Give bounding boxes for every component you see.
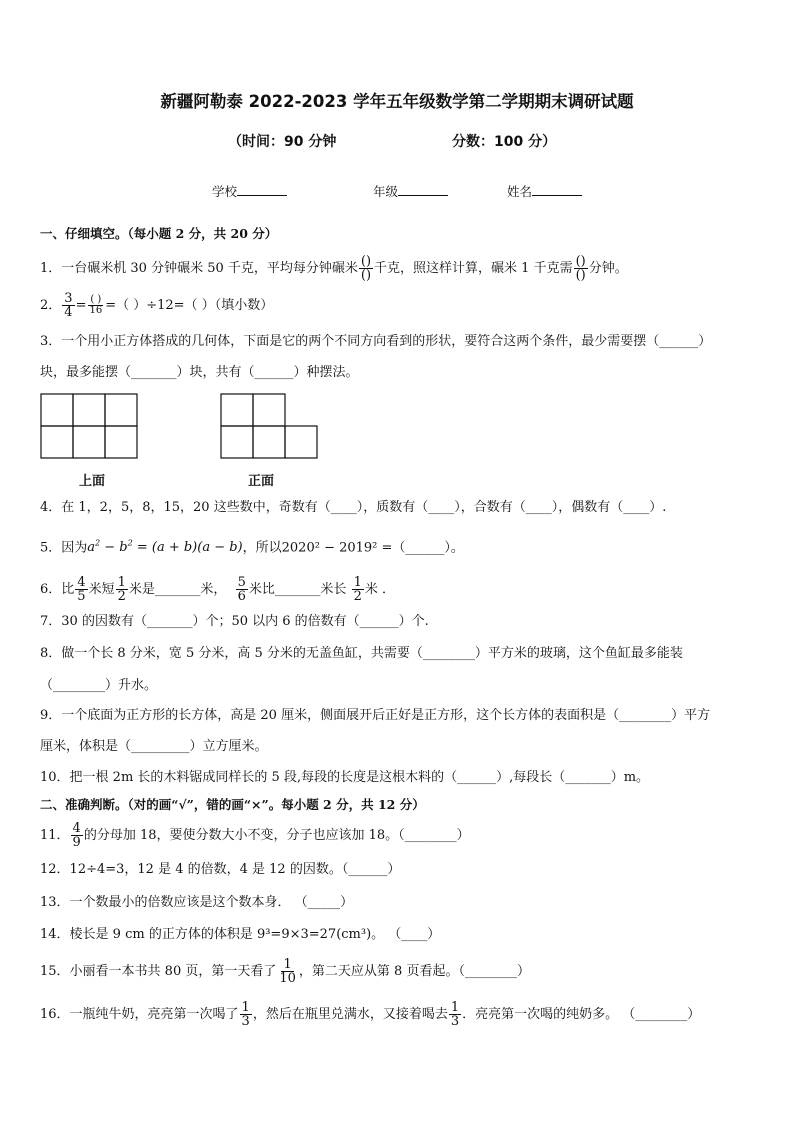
q6-text-c: 米是_______米， [128,582,227,597]
front-view-cell [253,394,285,426]
q5-text-c: 2020² − 2019² =（______）。 [281,540,464,556]
top-view-cell [41,394,73,426]
name-field [507,182,582,200]
q16-fraction-1: $\frac{1}{3}$ [241,1000,250,1029]
question-8-line-1: 8．做一个长 8 分米，宽 5 分米，高 5 分米的无盖鱼缸，共需要（________）平方米的玻璃，这个鱼缸最多能装 [40,646,683,661]
question-3-line-2: 块，最多能摆（_______）块，共有（______）种摆法。 [40,365,359,380]
front-view-cell [221,394,253,426]
q16-text-b: ，然后在瓶里兑满水，又接着喝去 [252,1007,448,1022]
q6-text-b: 米短 [88,582,115,597]
q6-fraction-2: $\frac{1}{2}$ [117,575,126,604]
name-blank[interactable] [532,183,582,196]
section-heading-fill: 一、仔细填空。（每小题 2 分，共 20 分） [40,226,278,241]
top-view-cell [73,426,105,458]
question-8-line-2: （________）升水。 [40,678,158,693]
exam-time: （时间：90 分钟 [228,134,337,150]
q11-fraction: $\frac{4}{9}$ [72,821,81,850]
grade-label: 年级 [373,184,399,199]
q16-text-a: 16．一瓶纯牛奶，亮亮第一次喝了 [40,1007,239,1022]
q5-text-a: 5．因为 [40,540,88,556]
school-field [212,182,287,200]
q15-text-a: 15．小丽看一本书共 80 页，第一天看了 [40,964,277,979]
q16-text-c: ．亮亮第一次喝的纯奶多。 （________） [462,1007,701,1022]
q6-text-d: 米比_______米长 [248,582,347,597]
q15-text-b: ，第二天应从第 8 页看起。（________） [298,964,530,979]
top-view-cell [73,394,105,426]
exam-score: 分数：100 分） [452,134,557,150]
q2-fraction-blank[interactable]: $\frac{( )}{16}$ [89,294,103,316]
question-3-line-1: 3．一个用小正方体搭成的几何体，下面是它的两个不同方向看到的形状，要符合这两个条件，最少需要摆（______） [40,334,712,349]
front-view-cell [253,426,285,458]
school-label: 学校 [212,184,238,199]
school-blank[interactable] [237,183,287,196]
question-5 [40,535,464,557]
question-9-line-2: 厘米，体积是（_________）立方厘米。 [40,739,268,754]
section-heading-judge: 二、准确判断。（对的画“√”，错的画“×”。每小题 2 分，共 12 分） [40,797,425,812]
question-4: 4．在 1，2，5，8，15，20 这些数中，奇数有（____），质数有（____），合数有（____），偶数有（____）. [40,500,667,515]
question-16 [40,1001,700,1028]
question-15 [40,958,530,985]
q5-formula: $a^2 - b^2 = (a + b)(a - b)$ [87,539,243,556]
question-7: 7．30 的因数有（_______）个；50 以内 6 的倍数有（______）个. [40,614,429,629]
page-title: 新疆阿勒泰 2022-2023 学年五年级数学第二学期期末调研试题 [160,92,634,111]
top-view-cell [105,394,137,426]
question-9-line-1: 9．一个底面为正方形的长方体，高是 20 厘米，侧面展开后正好是正方形，这个长方体的表面积是（________）平方 [40,708,711,723]
q16-fraction-2: $\frac{1}{3}$ [450,1000,460,1029]
question-6 [40,576,395,603]
q1-fraction-blank-1[interactable]: $\frac{()}{()}$ [360,254,372,283]
q11-rest: 的分母加 18，要使分数大小不变，分子也应该加 18。（________） [83,828,470,843]
q6-text-e: 米 ． [364,582,395,597]
top-view-cell [41,426,73,458]
q1-text-b: 千克，照这样计算，碾米 1 千克需 [374,261,573,276]
q6-fraction-1: $\frac{4}{5}$ [77,575,86,604]
question-10: 10．把一根 2m 长的木料锯成同样长的 5 段,每段的长度是这根木料的（______）,每段长（_______）m。 [40,770,650,785]
q6-fraction-4: $\frac{1}{2}$ [353,575,362,604]
q2-rest: =（ ）÷12=（ ）（填小数） [105,298,274,313]
q1-text-a: 1．一台碾米机 30 分钟碾米 50 千克，平均每分钟碾米 [40,261,358,276]
top-view-figure [40,393,140,459]
top-view-label: 上面 [79,474,106,489]
grade-blank[interactable] [398,183,448,196]
question-2: 2． $\frac{3}{4}$ = $\frac{( )}{16}$ =（ ）÷12=（ ）（填小数） [40,291,274,320]
question-14: 14．棱长是 9 cm 的正方体的体积是 9³=9×3=27(cm³)。 （____） [40,927,441,942]
q5-text-b: ，所以 [242,540,282,556]
q6-text-a: 6．比 [40,582,75,597]
front-view-label: 正面 [248,474,275,489]
q1-text-c: 分钟。 [588,261,628,276]
top-view-cell [105,426,137,458]
front-view-cell [221,426,253,458]
question-13: 13．一个数最小的倍数应该是这个数本身． （_____） [40,895,354,910]
q2-prefix: 2． [40,298,62,313]
q11-prefix: 11． [40,828,70,843]
q1-fraction-blank-2[interactable]: $\frac{()}{()}$ [575,254,586,283]
q6-fraction-3: $\frac{5}{6}$ [237,575,246,604]
question-1 [40,255,628,282]
name-label: 姓名 [507,184,533,199]
question-11 [40,822,470,849]
q15-fraction: $\frac{1}{10}$ [279,957,296,986]
q2-fraction: $\frac{3}{4}$ [64,291,73,320]
question-12: 12．12÷4=3，12 是 4 的倍数，4 是 12 的因数。（______） [40,862,401,877]
front-view-cell [285,426,317,458]
grade-field [373,182,448,200]
front-view-figure [220,393,320,459]
